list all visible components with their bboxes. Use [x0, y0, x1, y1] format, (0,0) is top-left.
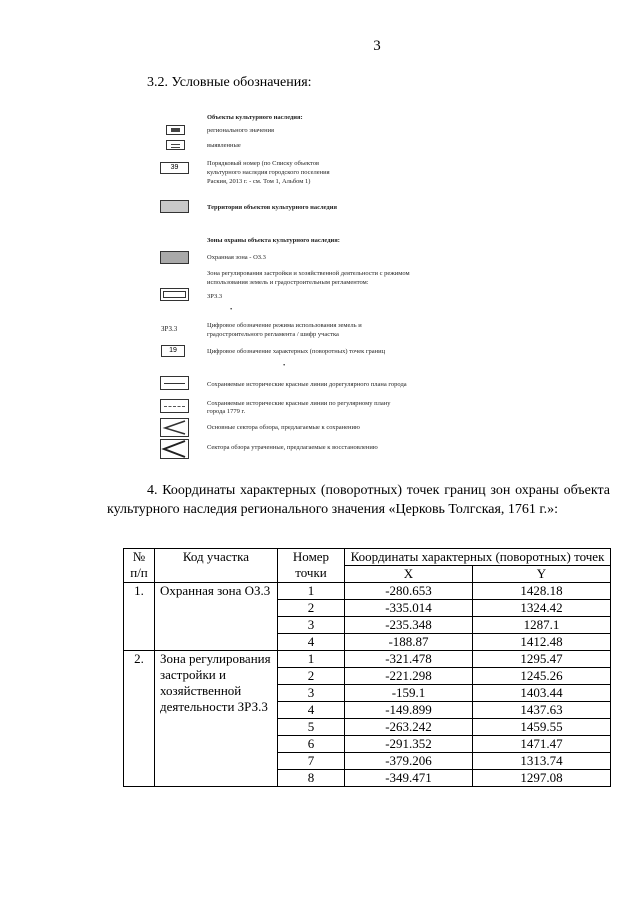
x-cell: -159.1	[345, 685, 473, 702]
point-cell: 3	[278, 685, 345, 702]
point-cell: 7	[278, 753, 345, 770]
legend-digital-1: Цифровое обозначение режима использования земель и	[207, 322, 362, 329]
y-cell: 1287.1	[473, 617, 611, 634]
point-cell: 4	[278, 702, 345, 719]
y-cell: 1295.47	[473, 651, 611, 668]
legend-regional: регионального значения	[207, 127, 275, 134]
y-cell: 1324.42	[473, 600, 611, 617]
point-cell: 5	[278, 719, 345, 736]
table-row	[124, 583, 611, 600]
y-cell: 1297.08	[473, 770, 611, 787]
legend-okn-title: Объекты культурного наследия:	[207, 114, 303, 121]
legend-red-lines-2b: города 1779 г.	[207, 408, 246, 415]
y-cell: 1459.55	[473, 719, 611, 736]
x-cell: -335.014	[345, 600, 473, 617]
view-lost-symbol	[160, 439, 189, 459]
point-cell: 2	[278, 600, 345, 617]
group-2-num: 2.	[124, 651, 155, 787]
y-cell: 1428.18	[473, 583, 611, 600]
regulation-zone-symbol	[160, 288, 189, 301]
point-cell: 8	[278, 770, 345, 787]
legend-view-lost: Сектора обзора утраченные, предлагаемые к восстановлению	[207, 444, 378, 451]
point-cell: 1	[278, 583, 345, 600]
y-cell: 1245.26	[473, 668, 611, 685]
legend-regulation-code: ЗРЗ.3	[207, 293, 223, 300]
legend-sequence-3: Раския, 2013 г. - см. Том 1, Альбом 1)	[207, 178, 311, 185]
view-main-symbol	[160, 418, 189, 437]
x-cell: -221.298	[345, 668, 473, 685]
view-lost-sector-icon	[161, 440, 188, 458]
header-coords: Координаты характерных (поворотных) точек	[345, 549, 611, 566]
point-cell: 4	[278, 634, 345, 651]
y-cell: 1471.47	[473, 736, 611, 753]
x-cell: -235.348	[345, 617, 473, 634]
legend-identified: выявленные	[207, 142, 241, 149]
x-cell: -188.87	[345, 634, 473, 651]
point-cell: 6	[278, 736, 345, 753]
legend-regulation-2: использования земель и градостроительным регламентом:	[207, 279, 369, 286]
y-cell: 1313.74	[473, 753, 611, 770]
header-y: Y	[473, 566, 611, 583]
legend-sequence-1: Порядковый номер (по Списку объектов	[207, 160, 320, 167]
group-1-num: 1.	[124, 583, 155, 651]
header-code: Код участка	[155, 549, 278, 583]
legend-territory: Территория объектов культурного наследия	[207, 204, 337, 211]
legend-red-lines-2a: Сохраняемые исторические красные линии по регулярному плану	[207, 400, 391, 407]
group-1-code: Охранная зона ОЗ.3	[155, 583, 278, 651]
x-cell: -291.352	[345, 736, 473, 753]
section-4-number: 4.	[147, 483, 158, 498]
header-point: Номер точки	[278, 549, 345, 583]
coordinates-table	[123, 548, 611, 787]
points-symbol: 19	[161, 345, 185, 357]
legend-digital-2: градостроительного регламента / шифр участка	[207, 331, 339, 338]
legend-zones-title: Зоны охраны объекта культурного наследия:	[207, 237, 340, 244]
section-4-heading	[107, 481, 610, 519]
legend-view-main: Основные сектора обзора, предлагаемые к сохранению	[207, 424, 360, 431]
legend-red-lines-1: Сохраняемые исторические красные линии дорегулярного плана города	[207, 381, 407, 388]
point-cell: 1	[278, 651, 345, 668]
identified-symbol	[166, 140, 185, 150]
legend-points: Цифровое обозначение характерных (поворотных) точек границ	[207, 348, 386, 355]
y-cell: 1403.44	[473, 685, 611, 702]
group-2-code: Зона регулирования застройки и хозяйственной деятельности ЗРЗ.3	[155, 651, 278, 787]
regional-symbol	[166, 125, 185, 135]
header-num: № п/п	[124, 549, 155, 583]
x-cell: -149.899	[345, 702, 473, 719]
x-cell: -280.653	[345, 583, 473, 600]
legend-dot-2: •	[283, 362, 286, 369]
territory-symbol	[160, 200, 189, 213]
x-cell: -379.206	[345, 753, 473, 770]
table-row	[124, 651, 611, 668]
legend-protection-zone: Охранная зона - ОЗ.3	[207, 254, 266, 261]
section-4-text: Координаты характерных (поворотных) точек границ зон охраны объекта культурного наследия регионального значения «Церковь Толгская, 1761 г.»:	[107, 483, 611, 517]
x-cell: -263.242	[345, 719, 473, 736]
x-cell: -321.478	[345, 651, 473, 668]
point-cell: 2	[278, 668, 345, 685]
point-cell: 3	[278, 617, 345, 634]
y-cell: 1412.48	[473, 634, 611, 651]
red-lines-1-symbol	[160, 376, 189, 390]
legend-sequence-2: культурного наследия городского поселения	[207, 169, 330, 176]
red-lines-2-symbol	[160, 399, 189, 413]
legend-dot-1: •	[230, 306, 233, 313]
header-x: X	[345, 566, 473, 583]
legend-heading: 3.2. Условные обозначения:	[147, 75, 312, 90]
page-number: 3	[373, 38, 381, 54]
protection-zone-symbol	[160, 251, 189, 264]
y-cell: 1437.63	[473, 702, 611, 719]
legend-regulation-1: Зона регулирования застройки и хозяйственной деятельности с режимом	[207, 270, 410, 277]
digital-symbol: ЗРЗ.3	[161, 325, 178, 333]
view-sector-icon	[161, 419, 188, 436]
x-cell: -349.471	[345, 770, 473, 787]
sequence-symbol: 39	[160, 162, 189, 174]
